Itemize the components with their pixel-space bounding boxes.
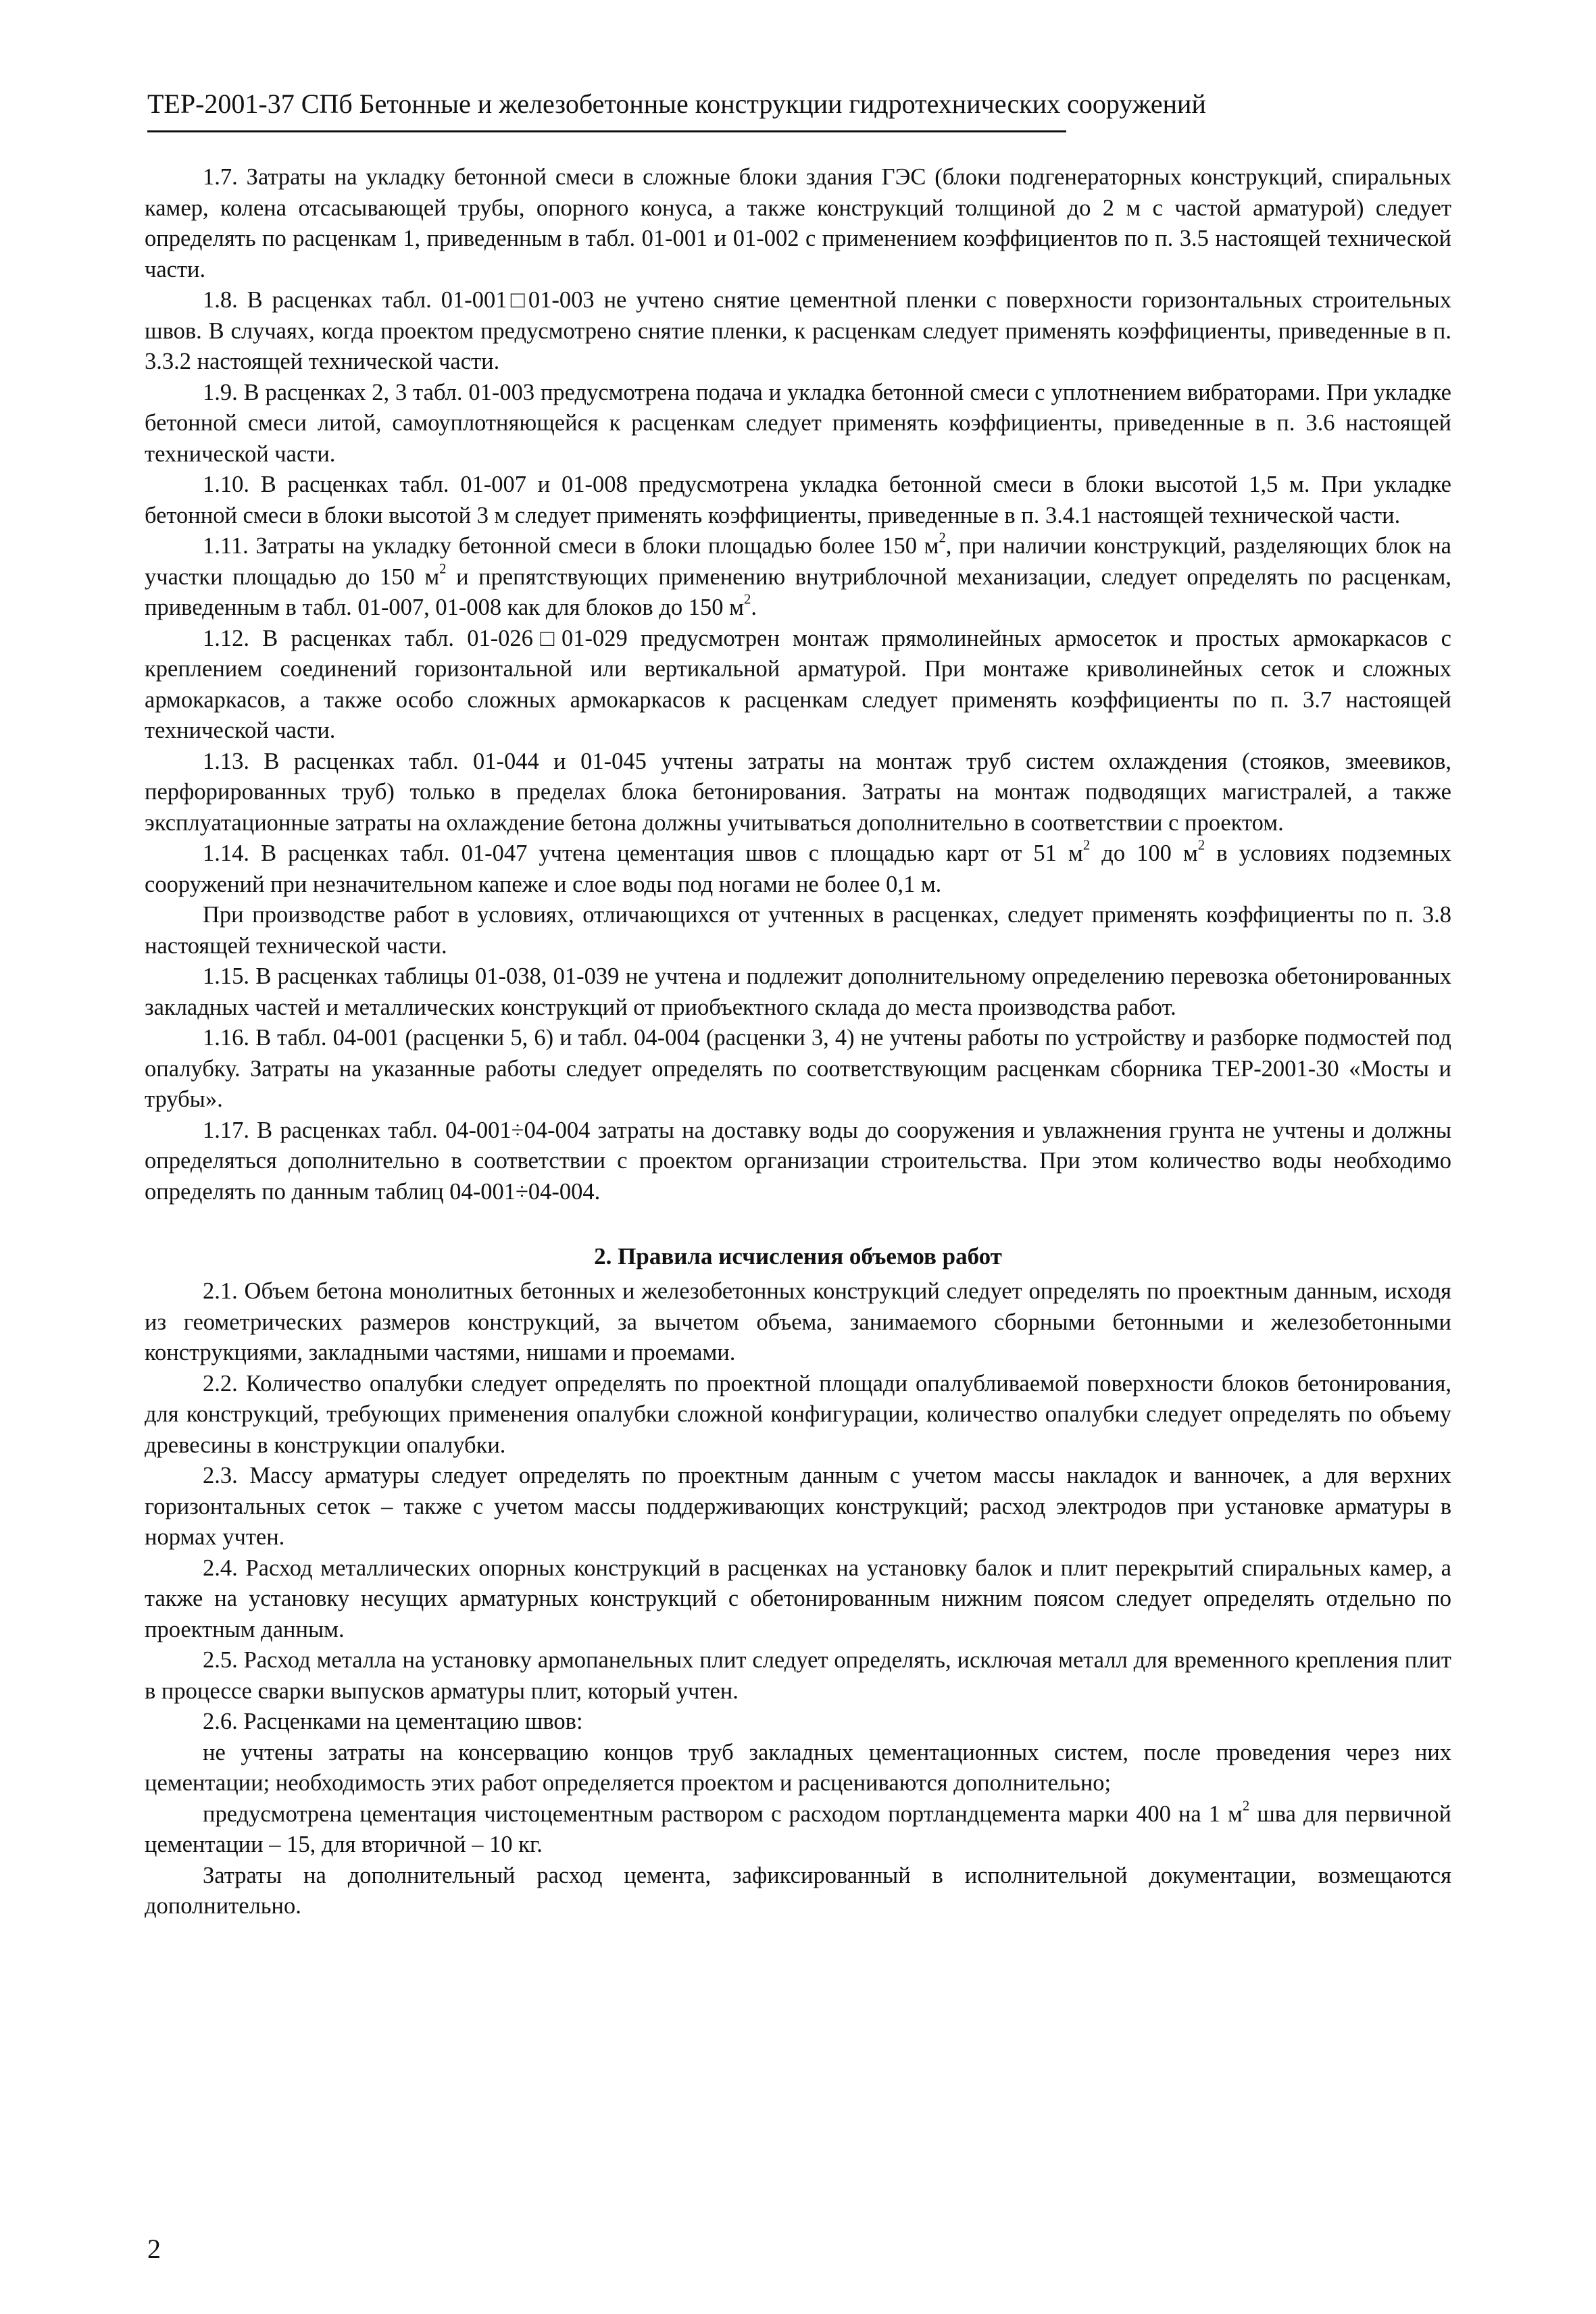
superscript: 2 (1242, 1798, 1250, 1813)
paragraph-2-4: 2.4. Расход металлических опорных конструкций в расценках на установку балок и плит перекрытий спиральных камер, а также на установку несущих арматурных конструкций с обетонированным нижним поясом следует определять отдельно по проектным данным. (145, 1555, 1451, 1642)
paragraph-1-13: 1.13. В расценках табл. 01-044 и 01-045 учтены затраты на монтаж труб систем охлаждения (стояков, змеевиков, перфорированных труб) только в пределах блока бетонирования. Затраты на монтаж подводящих магистралей, а также эксплуатационные затраты на охлаждение бетона должны учитываться дополнительно в соответствии с проектом. (145, 748, 1451, 836)
paragraph-1-15: 1.15. В расценках таблицы 01-038, 01-039 не учтена и подлежит дополнительному определению перевозка обетонированных закладных частей и металлических конструкций от приобъектного склада до места производства работ. (145, 963, 1451, 1020)
superscript: 2 (743, 592, 751, 607)
paragraph-2-2: 2.2. Количество опалубки следует определять по проектной площади опалубливаемой поверхности блоков бетонирования, для конструкций, требующих применения опалубки сложной конфигурации, количество опалубки следует определять по объему древесины в конструкции опалубки. (145, 1370, 1451, 1458)
document-body (145, 162, 1451, 1922)
paragraph-2-5: 2.5. Расход металла на установку армопанельных плит следует определять, исключая металл для временного крепления плит в процессе сварки выпусков арматуры плит, который учтен. (145, 1647, 1451, 1704)
paragraph-2-6-item-1: не учтены затраты на консервацию концов труб закладных цементационных систем, после проведения через них цементации; необходимость этих работ определяется проектом и расцениваются дополнительно; (145, 1739, 1451, 1796)
page-number: 2 (147, 2234, 161, 2264)
paragraph-2-6-item-2: предусмотрена цементация чистоцементным раствором с расходом портландцемента марки 400 на 1 $м^2$ шва для первичной цементации – 15, для вторичной – 10 кг. (145, 1798, 1451, 1857)
superscript: 2 (939, 530, 946, 546)
paragraph-2-1: 2.1. Объем бетона монолитных бетонных и железобетонных конструкций следует определять по проектным данным, исходя из геометрических размеров конструкций, за вычетом объема, занимаемого сборными бетонными и железобетонными конструкциями, закладными частями, нишами и проемами. (145, 1278, 1451, 1365)
paragraph-2-6-note: Затраты на дополнительный расход цемента, зафиксированный в исполнительной документации, возмещаются дополнительно. (145, 1862, 1451, 1919)
paragraph-2-6: 2.6. Расценками на цементацию швов: (203, 1709, 583, 1734)
paragraph-1-16: 1.16. В табл. 04-001 (расценки 5, 6) и табл. 04-004 (расценки 3, 4) не учтены работы по устройству и разборке подмостей под опалубку. Затраты на указанные работы следует определять по соответствующим расценкам сборника ТЕР-2001-30 «Мосты и трубы». (145, 1025, 1451, 1112)
paragraph-1-7: 1.7. Затраты на укладку бетонной смеси в сложные блоки здания ГЭС (блоки подгенераторных конструкций, спиральных камер, колена отсасывающей трубы, опорного конуса, а также конструкций толщиной до 2 м с частой арматурой) следует определять по расценкам 1, приведенным в табл. 01-001 и 01-002 с применением коэффициентов по п. 3.5 настоящей технической части. (145, 164, 1451, 282)
paragraph-1-14: 1.14. В расценках табл. 01-047 учтена цементация швов с площадью карт от 51 $м^2$ до 100 $м^2$ в условиях подземных сооружений при незначительном капеже и слое воды под ногами не более 0,1 м. (145, 838, 1451, 897)
paragraph-1-10: 1.10. В расценках табл. 01-007 и 01-008 предусмотрена укладка бетонной смеси в блоки высотой 1,5 м. При укладке бетонной смеси в блоки высотой 3 м следует применять коэффициенты, приведенные в п. 3.4.1 настоящей технической части. (145, 472, 1451, 528)
paragraph-1-11: 1.11. Затраты на укладку бетонной смеси в блоки площадью более 150 $м^2$, при наличии конструкций, разделяющих блок на участки площадью до 150 $м^2$ и препятствующих применению внутриблочной механизации, следует определять по расценкам, приведенным в табл. 01-007, 01-008 как для блоков до 150 $м^2$. (145, 530, 1451, 620)
paragraph-1-17: 1.17. В расценках табл. 04-001÷04-004 затраты на доставку воды до сооружения и увлажнения грунта не учтены и должны определяться дополнительно в соответствии с проектом организации строительства. При этом количество воды необходимо определять по данным таблиц 04-001÷04-004. (145, 1117, 1451, 1205)
superscript: 2 (439, 561, 447, 576)
paragraph-1-9: 1.9. В расценках 2, 3 табл. 01-003 предусмотрена подача и укладка бетонной смеси с уплотнением вибраторами. При укладке бетонной смеси литой, самоуплотняющейся к расценкам следует применять коэффициенты, приведенные в п. 3.6 настоящей технической части. (145, 379, 1451, 467)
header-rule (147, 130, 1066, 132)
section-2-title: 2. Правила исчисления объемов работ (594, 1243, 1002, 1269)
paragraph-1-12: 1.12. В расценках табл. 01-026□01-029 предусмотрен монтаж прямолинейных армосеток и простых армокаркасов с креплением соединений горизонтальной или вертикальной арматурой. При монтаже криволинейных сеток и сложных армокаркасов, а также особо сложных армокаркасов к расценкам следует применять коэффициенты по п. 3.7 настоящей технической части. (145, 625, 1451, 743)
running-header: ТЕР-2001-37 СПб Бетонные и железобетонные конструкции гидротехнических сооружений (147, 89, 1206, 119)
paragraph-1-8: 1.8. В расценках табл. 01-001□01-003 не учтено снятие цементной пленки с поверхности горизонтальных строительных швов. В случаях, когда проектом предусмотрено снятие пленки, к расценкам следует применять коэффициенты, приведенные в п. 3.3.2 настоящей технической части. (145, 287, 1451, 374)
paragraph-1-14-note: При производстве работ в условиях, отличающихся от учтенных в расценках, следует применять коэффициенты по п. 3.8 настоящей технической части. (145, 902, 1451, 959)
superscript: 2 (1082, 838, 1091, 853)
paragraph-2-3: 2.3. Массу арматуры следует определять по проектным данным с учетом массы накладок и ванночек, а для верхних горизонтальных сеток – также с учетом массы поддерживающих конструкций; расход электродов при установке арматуры в нормах учтен. (145, 1463, 1451, 1550)
superscript: 2 (1197, 838, 1205, 853)
